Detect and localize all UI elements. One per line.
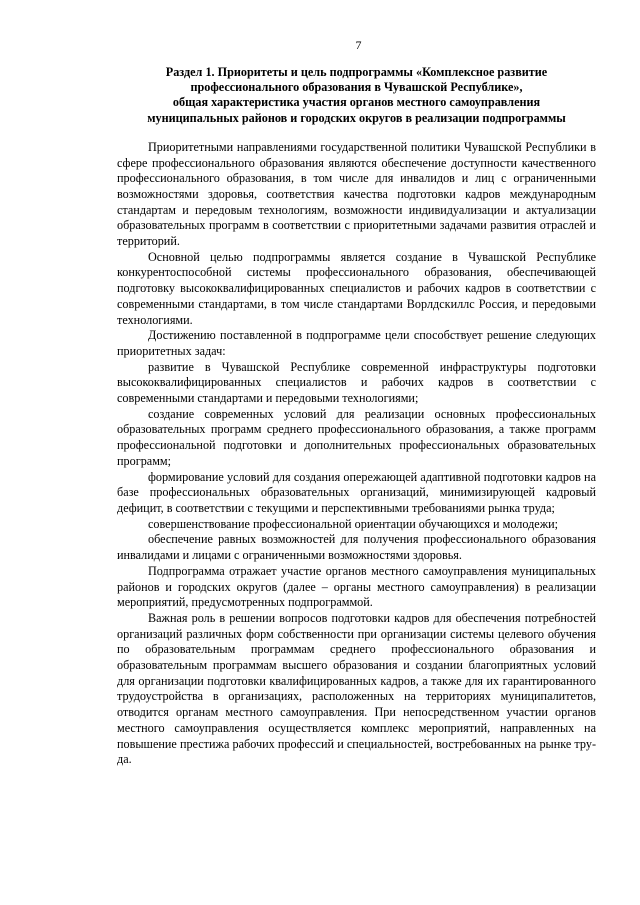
paragraph-priorities: Приоритетными направлениями государственной политики Чувашской Республики в сфере профессионального образования являются обеспечение доступности качественного профессионального образования, в том числе для инвалидов и лиц с ограниченными возможностями здоровья, соответствия качества подготовки кадров международным стандартам и передовым технологиям, возможности индивидуализации и актуализации образовательных программ в соответствии с приоритетными задачами развития отраслей и территорий. [117, 139, 596, 249]
page-number: 7 [355, 38, 362, 52]
list-item-task: обеспечение равных возможностей для получения профессионального образования инвалидами и лицами с ограниченными возможностями здоровья. [117, 532, 596, 563]
paragraph-training-role: Важная роль в решении вопросов подготовки кадров для обеспечения потребностей организаций различных форм собственности при организации системы целевого обучения по образовательным программам среднего профессионального образования и образовательным программам высшего образования и создании благоприятных условий для организации подготовки квалифицированных кадров, а также для их гарантированного трудоустройства в организациях, расположенных на территориях муниципалитетов, отводится органам местного самоуправления. При непосредственном участии органов местного самоуправления осуществляется комплекс мероприятий, направленных на повышение престижа рабочих профессий и специальностей, востребованных на рынке труда. [117, 610, 596, 767]
heading-line: общая характеристика участия органов местного самоуправления [172, 95, 541, 110]
heading-line: профессионального образования в Чувашской Республике», [190, 80, 523, 95]
body-text [117, 140, 596, 768]
section-heading [117, 65, 596, 126]
paragraph-goal: Основной целью подпрограммы является создание в Чувашской Республике конкурентоспособной системы профессионального образования, обеспечивающей подготовку высококвалифицированных специалистов и рабочих кадров в соответствии с современными стандартами, в том числе стандартами Ворлдскиллс Россия, и передовыми технологиями. [117, 249, 596, 327]
list-item-task: формирование условий для создания опережающей адаптивной подготовки кадров на базе профессиональных образовательных организаций, минимизирующей кадровый дефицит, в соответствии с текущими и перспективными требованиями рынка труда; [117, 469, 596, 515]
heading-line: Раздел 1. Приоритеты и цель подпрограммы «Комплексное развитие [165, 65, 548, 79]
list-item-task: совершенствование профессиональной ориентации обучающихся и молодежи; [148, 516, 559, 531]
list-item-task: создание современных условий для реализации основных профессиональных образовательных программ среднего профессионального образования, а также программ профессиональной подготовки и дополнительных профессиональных образовательных программ; [117, 406, 596, 468]
paragraph-local-government: Подпрограмма отражает участие органов местного самоуправления муниципальных районов и городских округов (далее – органы местного самоуправления) в реализации мероприятий, предусмотренных подпрограммой. [117, 563, 596, 610]
paragraph-tasks-intro: Достижению поставленной в подпрограмме цели способствует решение следующих приоритетных задач: [117, 328, 596, 358]
heading-line: муниципальных районов и городских округов в реализации подпрограммы [147, 110, 566, 125]
list-item-task: развитие в Чувашской Республике современной инфраструктуры подготовки высококвалифицированных специалистов и рабочих кадров в соответствии с современными стандартами и передовыми технологиями; [117, 359, 596, 406]
